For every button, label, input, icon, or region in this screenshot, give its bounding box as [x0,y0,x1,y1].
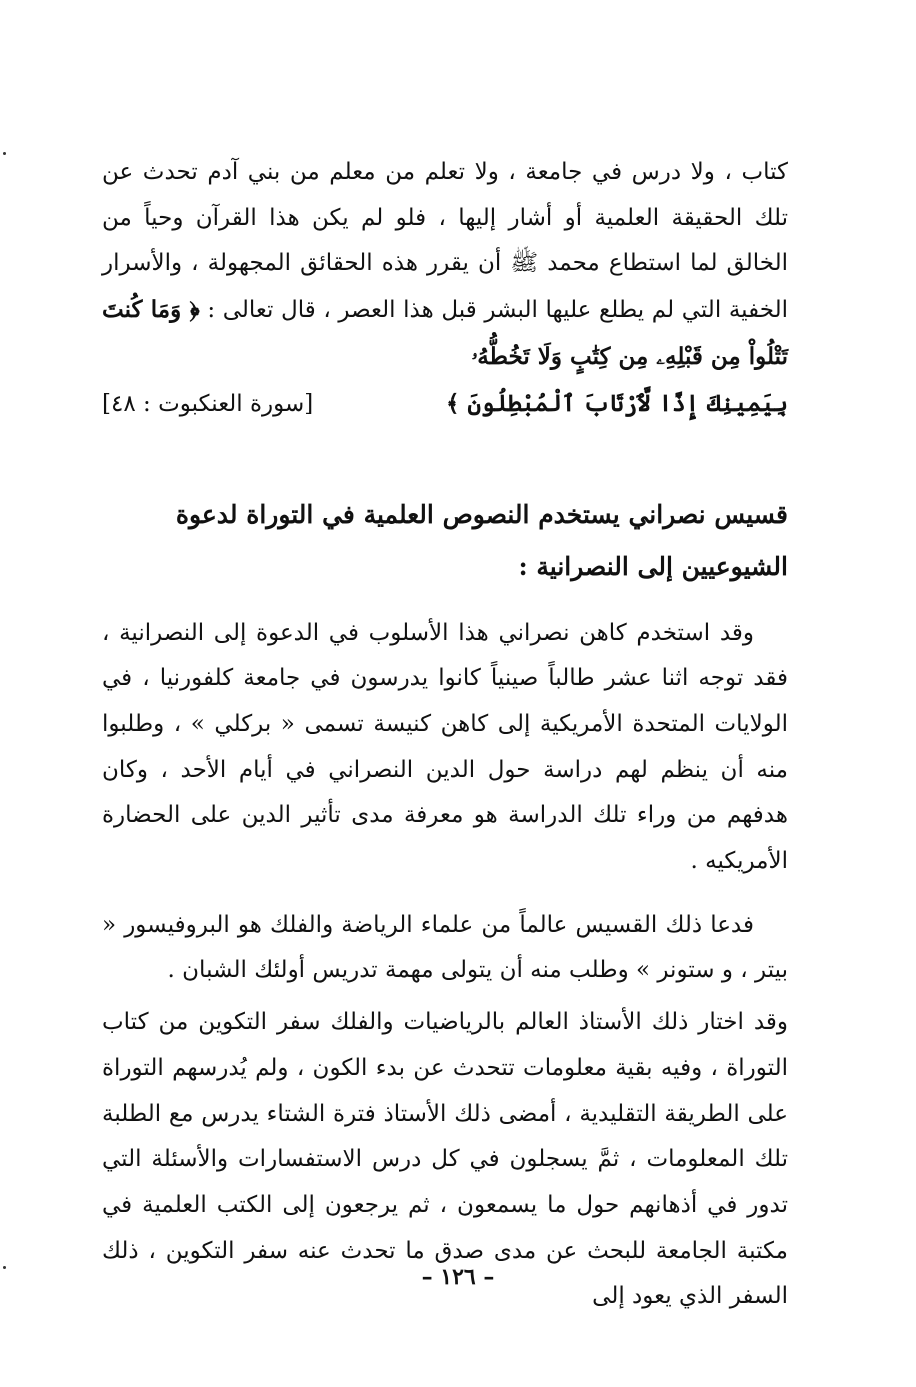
body-paragraph: وقد استخدم كاهن نصراني هذا الأسلوب في الدعوة إلى النصرانية ، فقد توجه اثنا عشر طالباً صينياً كانوا يدرسون في جامعة كلفورنيا ، في الولايات المتحدة الأمريكية إلى كاهن كنيسة تسمى « بركلي » ، وطلبوا منه أن ينظم لهم دراسة حول الدين النصراني في أيام الأحد ، وكان هدفهم من وراء تلك الدراسة هو معرفة مدى تأثير الدين على الحضارة الأمريكيه . [102,619,789,875]
body-paragraph: وقد اختار ذلك الأستاذ العالم بالرياضيات والفلك سفر التكوين من كتاب التوراة ، وفيه بقية معلومات تتحدث عن بدء الكون ، ولم يُدرسهم التوراة على الطريقة التقليدية ، أمضى ذلك الأستاذ فترة الشتاء يدرس مع الطلبة تلك المعلومات ، ثمَّ يسجلون في كل درس الاستفسارات والأسئلة التي تدور في أذهانهم حول ما يسمعون ، ثم يرجعون إلى الكتب العلمية في مكتبة الجامعة للبحث عن مدى صدق ما تحدث عنه سفر التكوين ، ذلك السفر الذي يعود إلى [102,1009,788,1310]
verse-citation-line [102,381,788,427]
document-page [102,150,788,1320]
section-heading: قسيس نصراني يستخدم النصوص العلمية في التوراة لدعوة الشيوعيين إلى النصرانية : [175,499,788,581]
quran-verse: ﴿ وَمَا كُنتَ تَتْلُواْ مِن قَبْلِهِۦ مِن كِتَٰبٍ وَلَا تَخُطُّهُۥ [102,296,788,370]
scan-mark [3,152,6,155]
page-number: – ١٢٦ – [421,1264,495,1290]
intro-paragraph [102,150,788,381]
quran-verse-end: بِيَمِينِكَ إِذًا لَّٱرْتَابَ ٱلْمُبْطِلُونَ ﴾ [446,389,788,417]
intro-text: كتاب ، ولا درس في جامعة ، ولا تعلم من معلم من بني آدم تحدث عن تلك الحقيقة العلمية أو أشار إليها ، فلو لم يكن هذا القرآن وحياً من الخالق لما استطاع محمد ﷺ أن يقرر هذه الحقائق المجهولة ، والأسرار الخفية التي لم يطلع عليها البشر قبل هذا العصر ، قال تعالى : [102,159,788,324]
surah-citation: [سورة العنكبوت : ٤٨] [102,390,314,417]
body-paragraph: فدعا ذلك القسيس عالماً من علماء الرياضة والفلك هو البروفيسور « بيتر ، و ستونر » وطلب منه أن يتولى مهمة تدريس أولئك الشبان . [102,911,788,984]
